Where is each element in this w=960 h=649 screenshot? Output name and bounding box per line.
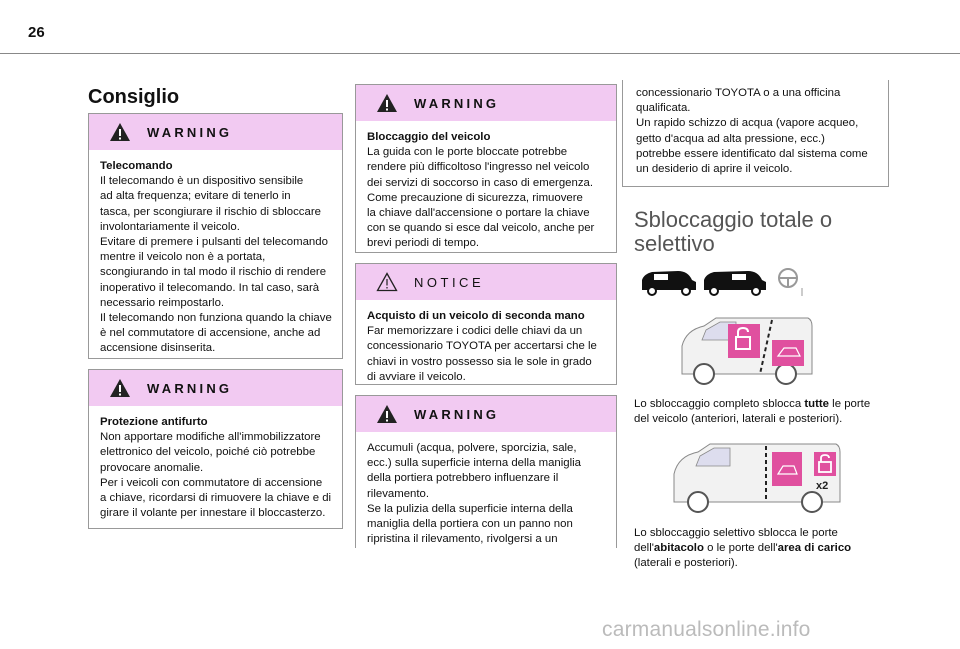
line: Il telecomando non funziona quando la chiave — [100, 312, 332, 325]
selective-unlock-illustration — [670, 440, 846, 518]
line: involontariamente il veicolo. — [100, 220, 240, 233]
vehicle-type-icons — [638, 266, 808, 300]
line: con se quando si esce dal veicolo, anche per — [367, 222, 595, 235]
line: dei servizi di soccorso in caso di emergenza. — [367, 176, 594, 189]
line: chiavi in vostro possesso sia le sole in grado — [367, 355, 592, 368]
warning-triangle-icon — [109, 122, 131, 142]
warning-box-handle — [355, 395, 617, 548]
box-heading: Bloccaggio del veicolo — [367, 131, 491, 143]
line: ecc.) sulla superficie interna della maniglia — [367, 457, 581, 470]
notice-box-secondhand — [355, 263, 617, 385]
x2-label: x2 — [816, 480, 829, 492]
line: qualificata. — [636, 102, 691, 115]
line: concessionario TOYOTA per accertarsi che le — [367, 340, 597, 353]
box-heading: Acquisto di un veicolo di seconda mano — [367, 310, 585, 322]
line: a chiave, ricordarsi di rimuovere la chiave e di — [100, 492, 332, 505]
line: provocare anomalie. — [100, 461, 204, 474]
text: Lo sbloccaggio completo sblocca — [634, 398, 805, 410]
line: Per i veicoli con commutatore di accensione — [100, 476, 323, 489]
line: è nel commutatore di accensione, anche ad — [100, 327, 321, 340]
line: (laterali e posteriori). — [634, 557, 738, 570]
text-bold: area di carico — [777, 542, 852, 555]
line: un desiderio di aprire il veicolo. — [636, 163, 793, 176]
line: Non apportare modifiche all'immobilizzatore — [100, 431, 321, 444]
front-lock-highlight — [728, 324, 760, 358]
warning-box-locking — [355, 84, 617, 253]
unlock-section-title: Sbloccaggio totale o selettivo — [634, 207, 833, 256]
van-long-icon — [704, 271, 766, 295]
notice-label: NOTICE — [414, 274, 485, 290]
line: La guida con le porte bloccate potrebbe — [367, 146, 568, 159]
line: rendere più difficoltoso l'ingresso nel veicolo — [367, 161, 590, 174]
warning-triangle-icon — [376, 404, 398, 424]
line: scongiurando in tal modo il rischio di rendere — [100, 266, 327, 279]
line: di avviare il veicolo. — [367, 370, 466, 383]
line: getto d'acqua ad alta pressione, ecc.) — [636, 132, 825, 145]
line: accensione disinserita. — [100, 342, 216, 355]
line: della portiera potrebbero influenzare il — [367, 472, 559, 485]
text: le porte — [829, 398, 871, 410]
box-heading: Telecomando — [100, 160, 173, 172]
van-short-icon — [642, 271, 696, 295]
header-rule — [0, 53, 960, 54]
full-unlock-illustration — [676, 312, 816, 388]
warning-label: WARNING — [147, 124, 233, 140]
box-heading: Protezione antifurto — [100, 416, 208, 428]
rear-lock-highlight — [772, 340, 804, 366]
line: girare il volante per innestare il bloccasterzo. — [100, 507, 326, 520]
line: Un rapido schizzo di acqua (vapore acqueo, — [636, 117, 859, 130]
warning-box-remote — [88, 113, 343, 359]
line: la chiave dall'accensione o portare la chiave — [367, 207, 590, 220]
warning-triangle-icon — [109, 378, 131, 398]
warning-label: WARNING — [414, 406, 500, 422]
warning-triangle-icon — [376, 93, 398, 113]
full-unlock-paragraph — [634, 397, 894, 427]
line: Come precauzione di sicurezza, rimuovere — [367, 191, 583, 204]
text: o le porte dell' — [703, 542, 778, 555]
text: dell' — [634, 542, 654, 555]
line: necessario reimpostarlo. — [100, 296, 225, 309]
line: inoperativo il telecomando. In tal caso, sarà — [100, 281, 320, 294]
line: Il telecomando è un dispositivo sensibile — [100, 175, 304, 188]
line: mentre il veicolo non è a portata, — [100, 251, 266, 264]
line: brevi periodi di tempo. — [367, 237, 480, 250]
page-number: 26 — [28, 24, 45, 41]
line: rilevamento. — [367, 487, 430, 500]
line: tasca, per scongiurare il rischio di sbloccare — [100, 205, 321, 218]
section-title: Consiglio — [88, 86, 180, 108]
selective-unlock-paragraph — [634, 526, 894, 572]
line: ad alta frequenza; evitare di tenerlo in — [100, 190, 291, 203]
line: maniglia della portiera con un panno non — [367, 518, 573, 531]
line: Accumuli (acqua, polvere, sporcizia, sale, — [367, 442, 577, 454]
warning-label: WARNING — [147, 380, 233, 396]
line: ripristina il rilevamento, rivolgersi a un — [367, 533, 558, 546]
notice-triangle-icon — [376, 272, 398, 292]
line: elettronico del veicolo, poiché ciò potrebbe — [100, 446, 316, 459]
text-bold: tutte — [804, 398, 830, 410]
line: Evitare di premere i pulsanti del telecomando — [100, 236, 328, 249]
cargo-lock-highlight — [772, 452, 802, 486]
warning-box-continuation — [622, 80, 889, 187]
steering-wheel-icon — [779, 269, 802, 296]
line: Se la pulizia della superficie interna della — [367, 502, 573, 515]
warning-box-antitheft — [88, 369, 343, 529]
warning-label: WARNING — [414, 95, 500, 111]
watermark: carmanualsonline.info — [602, 618, 811, 641]
line: del veicolo (anteriori, laterali e posteriori). — [634, 413, 843, 426]
text-bold: abitacolo — [653, 542, 704, 555]
line: concessionario TOYOTA o a una officina — [636, 87, 841, 99]
line: potrebbe essere identificato dal sistema come — [636, 147, 868, 160]
line: Lo sbloccaggio selettivo sblocca le porte — [634, 527, 838, 539]
line: Far memorizzare i codici delle chiavi da un — [367, 325, 583, 338]
